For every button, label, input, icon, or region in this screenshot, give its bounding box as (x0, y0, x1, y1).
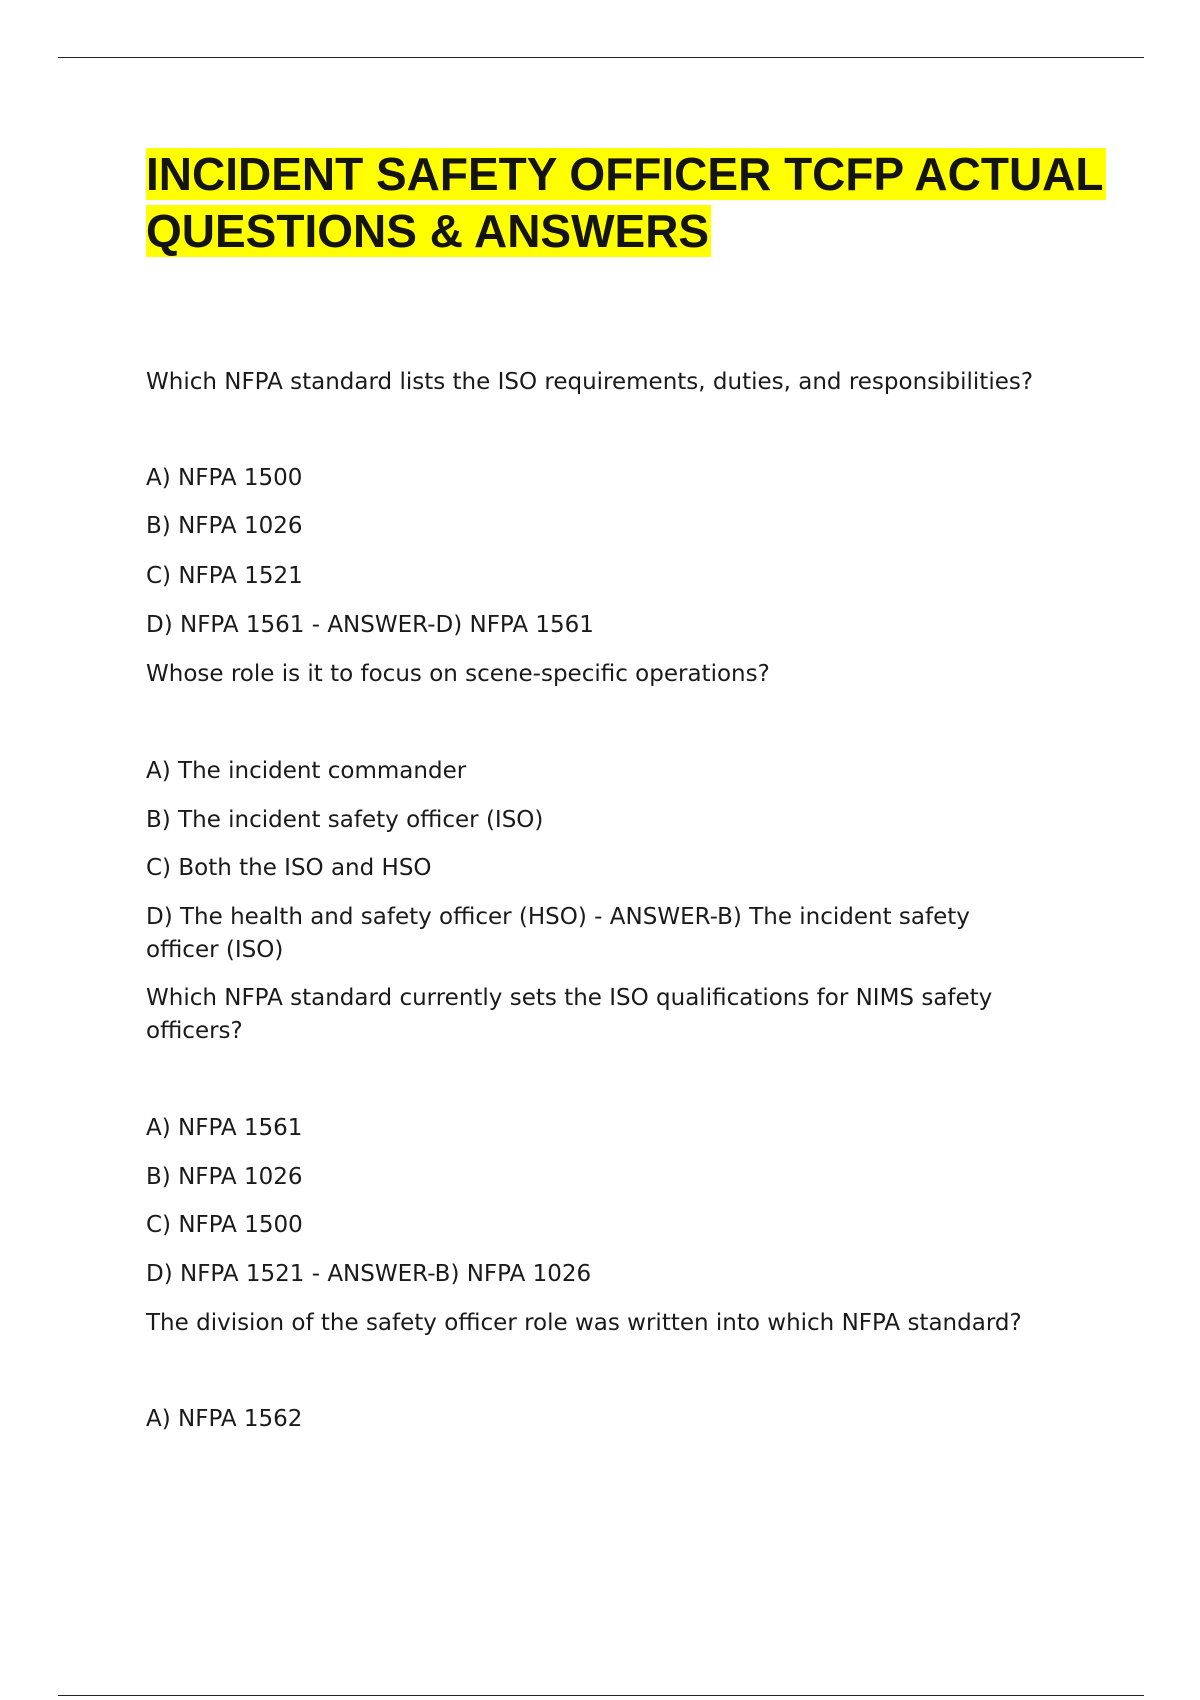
answer-option: A) NFPA 1561 (146, 1115, 303, 1141)
answer-option: B) NFPA 1026 (146, 1164, 303, 1190)
question-text: Which NFPA standard currently sets the ISO qualifications for NIMS safety officers? (146, 985, 993, 1044)
top-rule (58, 57, 1144, 58)
answer-option: C) Both the ISO and HSO (146, 855, 432, 881)
answer-option: A) The incident commander (146, 758, 467, 784)
question-text: The division of the safety officer role was written into which NFPA standard? (146, 1310, 1022, 1336)
title-highlight: INCIDENT SAFETY OFFICER TCFP ACTUAL QUESTIONS & ANSWERS (146, 148, 1104, 257)
bottom-rule (58, 1695, 1144, 1696)
answer-option: A) NFPA 1500 (146, 465, 303, 491)
answer-option: B) The incident safety officer (ISO) (146, 807, 544, 833)
answer-option: A) NFPA 1562 (146, 1406, 303, 1432)
answer-option: B) NFPA 1026 (146, 513, 303, 539)
answer-option: C) NFPA 1521 (146, 563, 303, 589)
answer-option: D) NFPA 1521 - ANSWER-B) NFPA 1026 (146, 1261, 592, 1287)
question-text: Whose role is it to focus on scene-specific operations? (146, 661, 770, 687)
answer-option: D) The health and safety officer (HSO) - ANSWER-B) The incident safety officer (ISO) (146, 904, 970, 963)
answer-option: D) NFPA 1561 - ANSWER-D) NFPA 1561 (146, 612, 594, 638)
document-title (146, 146, 1106, 260)
question-text: Which NFPA standard lists the ISO requirements, duties, and responsibilities? (146, 369, 1034, 395)
answer-option: C) NFPA 1500 (146, 1212, 303, 1238)
